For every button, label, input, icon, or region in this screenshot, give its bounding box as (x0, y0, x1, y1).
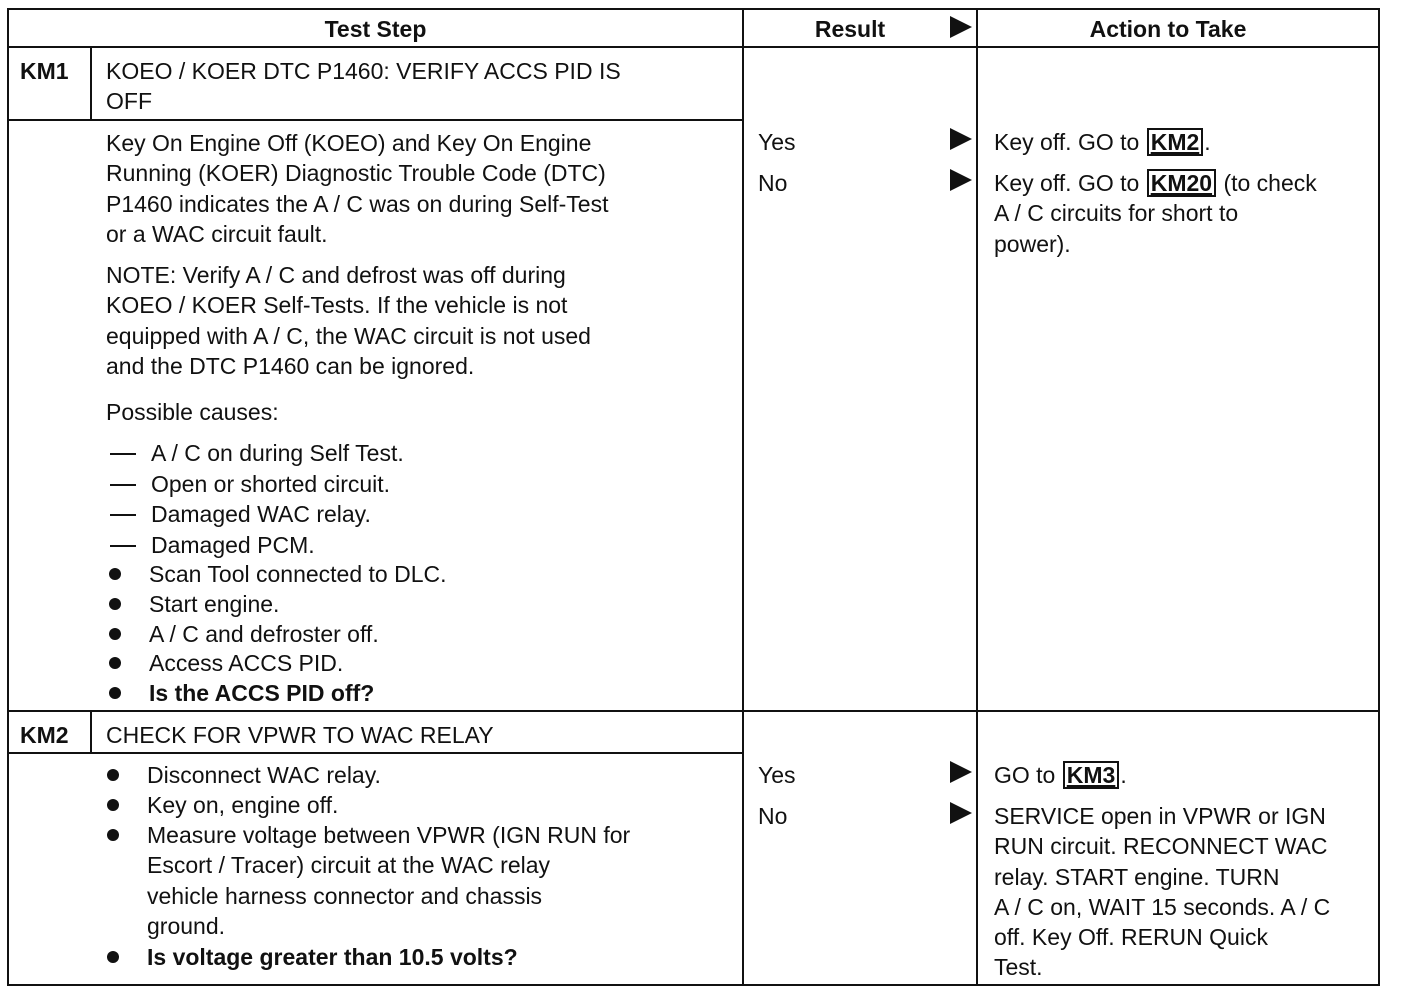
dash-icon (110, 514, 136, 516)
bullet-icon (109, 628, 121, 640)
km1-step-item: Access ACCS PID. (149, 650, 344, 676)
header-arrow-icon (950, 16, 972, 38)
km2-action-no: SERVICE open in VPWR or IGN RUN circuit. RECONNECT WAC relay. START engine. TURN A / C on, WAIT 15 seconds. A / C off. Key Off. RERUN Quick Test. (994, 803, 1331, 981)
col-divider-result-action (976, 8, 978, 986)
km1-causes-label: Possible causes: (106, 399, 279, 425)
km1-question: Is the ACCS PID off? (149, 680, 375, 706)
bullet-icon (107, 769, 119, 781)
code-divider-km2 (90, 712, 92, 753)
header-result: Result (814, 16, 886, 42)
header-test-step: Test Step (324, 16, 427, 42)
km2-row-divider (7, 710, 1380, 712)
km1-result-yes: Yes (758, 129, 796, 155)
arrow-right-icon (950, 761, 972, 783)
action-text: . (1204, 129, 1211, 155)
step-ref-link[interactable]: KM20 (1147, 169, 1216, 197)
km1-cause-item: Damaged WAC relay. (151, 501, 371, 527)
km2-step-item: Key on, engine off. (147, 792, 339, 818)
step-code-km1: KM1 (20, 58, 69, 84)
arrow-right-icon (950, 802, 972, 824)
bullet-icon (109, 657, 121, 669)
bullet-icon (109, 568, 121, 580)
bullet-icon (107, 951, 119, 963)
code-divider-km1 (90, 48, 92, 120)
dash-icon (110, 484, 136, 486)
action-text: (to check (1223, 170, 1317, 196)
km1-cause-item: A / C on during Self Test. (151, 440, 404, 466)
km1-cause-item: Damaged PCM. (151, 532, 315, 558)
dash-icon (110, 545, 136, 547)
action-text: Key off. GO to (994, 170, 1140, 196)
km1-step-item: A / C and defroster off. (149, 621, 379, 647)
km2-result-no: No (758, 803, 788, 829)
km1-title: KOEO / KOER DTC P1460: VERIFY ACCS PID IS OFF (106, 58, 621, 115)
km1-title-divider (7, 119, 743, 121)
bullet-icon (107, 799, 119, 811)
km2-result-yes: Yes (758, 762, 796, 788)
km1-action-yes (994, 127, 1211, 157)
km2-title: CHECK FOR VPWR TO WAC RELAY (106, 722, 494, 748)
action-text: GO to (994, 762, 1056, 788)
km2-step-item: Disconnect WAC relay. (147, 762, 381, 788)
km1-description: Key On Engine Off (KOEO) and Key On Engine Running (KOER) Diagnostic Trouble Code (DTC) P1460 indicates the A / C was on during Self-Test or a WAC circuit fault. (106, 130, 609, 247)
km1-step-item: Start engine. (149, 591, 280, 617)
arrow-right-icon (950, 128, 972, 150)
dash-icon (110, 453, 136, 455)
km1-cause-item: Open or shorted circuit. (151, 471, 391, 497)
km2-question: Is voltage greater than 10.5 volts? (147, 944, 518, 970)
step-ref-link[interactable]: KM2 (1147, 128, 1204, 156)
action-text: Key off. GO to (994, 129, 1140, 155)
km2-action-yes (994, 760, 1127, 790)
km2-title-divider (7, 752, 743, 754)
km2-step-item: Measure voltage between VPWR (IGN RUN for Escort / Tracer) circuit at the WAC relay vehicle harness connector and chassis ground. (147, 822, 631, 939)
km1-note: NOTE: Verify A / C and defrost was off during KOEO / KOER Self-Tests. If the vehicle is not equipped with A / C, the WAC circuit is not used and the DTC P1460 can be ignored. (106, 262, 591, 379)
km1-action-no: Key off. GO to KM20 (to check A / C circuits for short to power). (994, 170, 1317, 257)
col-divider-test-result (742, 8, 744, 986)
step-code-km2: KM2 (20, 722, 69, 748)
km1-result-no: No (758, 170, 788, 196)
bullet-icon (109, 687, 121, 699)
bullet-icon (109, 598, 121, 610)
step-ref-link[interactable]: KM3 (1063, 761, 1120, 789)
km1-step-item: Scan Tool connected to DLC. (149, 561, 447, 587)
bullet-icon (107, 829, 119, 841)
header-divider (7, 46, 1380, 48)
arrow-right-icon (950, 169, 972, 191)
action-text: . (1120, 762, 1127, 788)
header-action: Action to Take (1089, 16, 1247, 42)
